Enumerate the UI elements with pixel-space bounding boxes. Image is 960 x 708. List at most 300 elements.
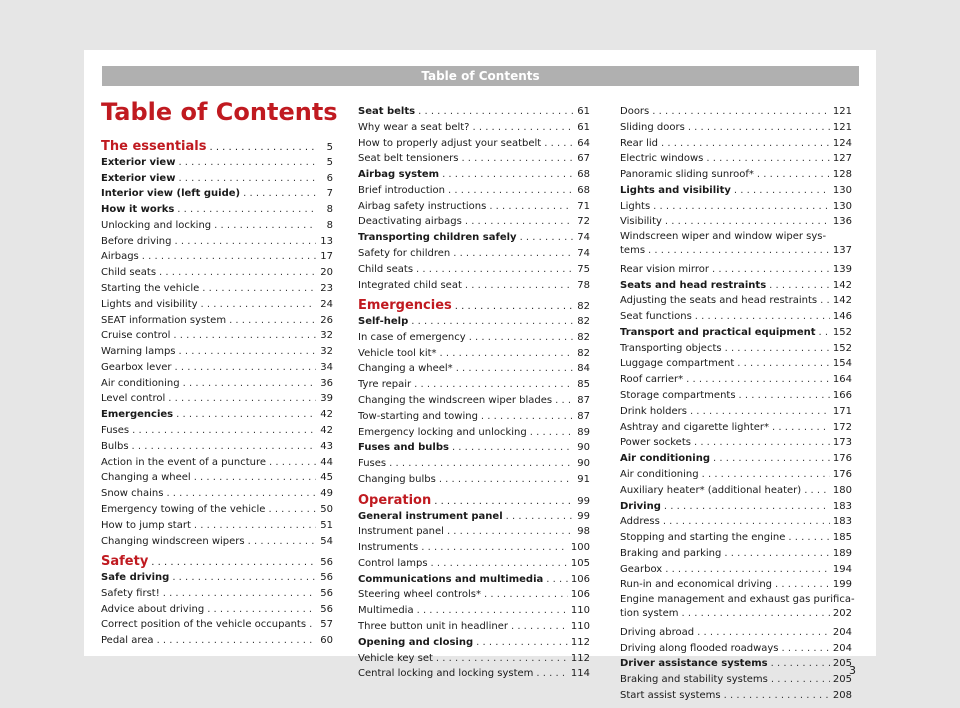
toc-entry-page: 208 [832, 689, 852, 701]
toc-entry-safety-first[interactable] [101, 586, 333, 602]
toc-entry-page: 171 [832, 405, 852, 417]
toc-entry-fuses-and-bulbs[interactable] [358, 440, 590, 456]
toc-entry-page: 121 [832, 121, 852, 133]
toc-entry-page: 71 [577, 200, 590, 212]
toc-entry-page: 45 [320, 472, 333, 484]
toc-entry-label: Fuses [358, 458, 387, 470]
toc-entry-page: 100 [570, 542, 590, 554]
toc-entry-sliding-doors[interactable] [620, 120, 852, 136]
dot-leader [411, 314, 573, 330]
toc-entry-page: 82 [577, 331, 590, 343]
toc-entry-label: Start assist systems [620, 689, 721, 701]
toc-entry-label: Driving abroad [620, 626, 695, 638]
toc-entry-bulbs[interactable] [101, 439, 333, 455]
toc-entry-tow-starting-and-towing[interactable] [358, 409, 590, 425]
toc-entry-label: Visibility [620, 216, 662, 228]
dot-leader [442, 167, 573, 183]
toc-entry-label: Transporting objects [620, 342, 722, 354]
toc-entry-page: 75 [577, 263, 590, 275]
toc-entry-page: 60 [320, 635, 333, 647]
dot-leader [682, 607, 830, 621]
dot-leader [506, 509, 573, 525]
toc-entry-vehicle-tool-kit[interactable] [358, 346, 590, 362]
toc-entry-page: 8 [326, 219, 333, 231]
toc-entry-label: Electric windows [620, 153, 704, 165]
toc-entry-label: Unlocking and locking [101, 219, 212, 231]
toc-entry-page: 142 [832, 295, 852, 307]
toc-entry-air-conditioning[interactable] [620, 467, 852, 483]
toc-entry-page: 5 [326, 142, 333, 153]
dot-leader [229, 313, 316, 329]
toc-entry-pedal-area[interactable] [101, 633, 333, 649]
toc-entry-label: Fuses [101, 425, 130, 437]
toc-entry-label: Braking and stability systems [620, 674, 768, 686]
dot-leader [179, 344, 317, 360]
toc-entry-steering-wheel-controls[interactable] [358, 587, 590, 603]
toc-entry-page: 130 [832, 184, 852, 196]
toc-entry-page: 49 [320, 488, 333, 500]
toc-entry-lights[interactable] [620, 199, 852, 215]
dot-leader [157, 633, 316, 649]
toc-entry-label: How it works [101, 204, 175, 216]
toc-entry-page: 56 [320, 603, 333, 615]
toc-entry-cruise-control[interactable] [101, 328, 333, 344]
toc-entry-page: 78 [577, 279, 590, 291]
toc-entry-safety-for-children[interactable] [358, 246, 590, 262]
toc-entry-drink-holders[interactable] [620, 404, 852, 420]
dot-leader [194, 470, 316, 486]
toc-entry-changing-a-wheel[interactable] [358, 361, 590, 377]
toc-entry-label: Panoramic sliding sunroof* [620, 169, 754, 181]
toc-entry-label: Safety first! [101, 587, 160, 599]
toc-entry-label: Communications and multimedia [358, 573, 544, 585]
toc-entry-page: 205 [832, 674, 852, 686]
toc-entry-page: 42 [320, 409, 333, 421]
toc-entry-page: 130 [832, 200, 852, 212]
toc-entry-label: Engine management and exhaust gas purifica- [620, 594, 855, 606]
toc-entry-page: 51 [320, 519, 333, 531]
toc-entry-safe-driving[interactable] [101, 570, 333, 586]
toc-entry-level-control[interactable] [101, 391, 333, 407]
toc-entry-label: Tow-starting and towing [358, 410, 478, 422]
toc-entry-page: 173 [832, 437, 852, 449]
toc-entry-engine-management-and-exhaust-gas-purifica[interactable] [620, 593, 855, 621]
toc-entry-page: 127 [832, 153, 852, 165]
toc-entry-page: 39 [320, 393, 333, 405]
toc-entry-changing-bulbs[interactable] [358, 472, 590, 488]
toc-entry-in-case-of-emergency[interactable] [358, 330, 590, 346]
toc-entry-label: Operation [358, 492, 432, 508]
toc-entry-child-seats[interactable] [101, 265, 333, 281]
toc-entry-label: Child seats [101, 267, 157, 279]
toc-entry-fuses[interactable] [101, 423, 333, 439]
toc-entry-page: 128 [832, 169, 852, 181]
dot-leader [665, 562, 830, 578]
toc-entry-label: Cruise control [101, 330, 171, 342]
toc-entry-page: 43 [320, 440, 333, 452]
dot-leader [530, 425, 573, 441]
toc-entry-page: 152 [832, 342, 852, 354]
toc-entry-storage-compartments[interactable] [620, 388, 852, 404]
toc-entry-emergency-locking-and-unlocking[interactable] [358, 425, 590, 441]
toc-entry-label: Drink holders [620, 405, 687, 417]
dot-leader [665, 214, 830, 230]
toc-entry-label: Roof carrier* [620, 374, 684, 386]
toc-entry-air-conditioning[interactable] [620, 451, 852, 467]
toc-entry-label: Vehicle key set [358, 652, 433, 664]
dot-leader [481, 409, 573, 425]
toc-entry-label: Child seats [358, 263, 414, 275]
toc-entry-deactivating-airbags[interactable] [358, 214, 590, 230]
toc-entry-before-driving[interactable] [101, 234, 333, 250]
dot-leader [772, 420, 830, 436]
page-number: 3 [849, 664, 856, 677]
dot-leader [465, 278, 573, 294]
toc-entry-changing-a-wheel[interactable] [101, 470, 333, 486]
toc-entry-label: Emergencies [358, 298, 452, 314]
toc-entry-windscreen-wiper-and-window-wiper-sys[interactable] [620, 230, 852, 258]
dot-leader [214, 218, 316, 234]
toc-entry-label: Run-in and economical driving [620, 579, 773, 591]
toc-entry-advice-about-driving[interactable] [101, 602, 333, 618]
toc-entry-label: Control lamps [358, 557, 428, 569]
toc-entry-label: Multimedia [358, 605, 414, 617]
toc-entry-page: 164 [832, 374, 852, 386]
toc-entry-multimedia[interactable] [358, 603, 590, 619]
toc-entry-how-to-properly-adjust-your-seatbelt[interactable] [358, 136, 590, 152]
toc-entry-lights-and-visibility[interactable] [620, 183, 852, 199]
dot-leader [690, 404, 830, 420]
toc-entry-label: Lights and visibility [101, 298, 198, 310]
toc-entry-label: Emergency locking and unlocking [358, 426, 527, 438]
dot-leader [769, 278, 830, 294]
toc-entry-rear-lid[interactable] [620, 136, 852, 152]
toc-entry-emergencies[interactable] [101, 407, 333, 423]
toc-entry-label: Seat functions [620, 311, 692, 323]
toc-entry-label: Address [620, 516, 660, 528]
dot-leader [775, 577, 830, 593]
toc-entry-exterior-view[interactable] [101, 171, 333, 187]
toc-entry-airbag-safety-instructions[interactable] [358, 199, 590, 215]
toc-entry-page: 105 [570, 557, 590, 569]
toc-entry-label: Airbag system [358, 169, 440, 181]
toc-entry-control-lamps[interactable] [358, 556, 590, 572]
toc-entry-visibility[interactable] [620, 214, 852, 230]
dot-leader [771, 672, 830, 688]
toc-entry-label: General instrument panel [358, 510, 503, 522]
toc-entry-airbags[interactable] [101, 249, 333, 265]
dot-leader [544, 136, 573, 152]
toc-entry-page: 13 [320, 235, 333, 247]
dot-leader [207, 602, 316, 618]
toc-entry-child-seats[interactable] [358, 262, 590, 278]
dot-leader [737, 356, 830, 372]
toc-entry-page: 61 [577, 106, 590, 117]
toc-entry-three-button-unit-in-headliner[interactable] [358, 619, 590, 635]
dot-leader [697, 625, 830, 641]
toc-entry-integrated-child-seat[interactable] [358, 278, 590, 294]
toc-entry-page: 84 [577, 363, 590, 375]
toc-entry-changing-the-windscreen-wiper-blades[interactable] [358, 393, 590, 409]
toc-entry-transporting-objects[interactable] [620, 341, 852, 357]
toc-entry-warning-lamps[interactable] [101, 344, 333, 360]
toc-entry-braking-and-parking[interactable] [620, 546, 852, 562]
toc-entry-page: 24 [320, 298, 333, 310]
toc-entry-page: 87 [577, 395, 590, 407]
toc-entry-stopping-and-starting-the-engine[interactable] [620, 530, 852, 546]
dot-leader [724, 688, 830, 704]
toc-entry-driving[interactable] [620, 499, 852, 515]
toc-entry-fuses[interactable] [358, 456, 590, 472]
dot-leader [757, 167, 830, 183]
toc-entry-instruments[interactable] [358, 540, 590, 556]
dot-leader [484, 587, 568, 603]
toc-entry-page: 74 [577, 232, 590, 244]
dot-leader [142, 249, 316, 265]
toc-entry-page: 154 [832, 358, 852, 370]
toc-entry-adjusting-the-seats-and-head-restraints[interactable] [620, 293, 852, 309]
toc-entry-label: Power sockets [620, 437, 691, 449]
toc-entry-page: 44 [320, 456, 333, 468]
toc-entry-seat-functions[interactable] [620, 309, 852, 325]
toc-entry-page: 74 [577, 248, 590, 260]
dot-leader [178, 155, 316, 171]
toc-entry-starting-the-vehicle[interactable] [101, 281, 333, 297]
dot-leader [713, 451, 830, 467]
toc-entry-page: 112 [570, 636, 590, 648]
toc-entry-page: 56 [320, 557, 333, 569]
toc-entry-page: 194 [832, 563, 852, 575]
toc-entry-panoramic-sliding-sunroof[interactable] [620, 167, 852, 183]
toc-entry-label: Lights and visibility [620, 184, 731, 196]
toc-entry-label: Windscreen wiper and window wiper sys- [620, 231, 827, 243]
toc-entry-exterior-view[interactable] [101, 155, 333, 171]
toc-entry-label: Rear lid [620, 137, 658, 149]
dot-leader [456, 361, 573, 377]
toc-entry-label: Driving [620, 500, 661, 512]
toc-entry-changing-windscreen-wipers[interactable] [101, 534, 333, 550]
toc-entry-how-to-jump-start[interactable] [101, 518, 333, 534]
dot-leader [739, 388, 830, 404]
page-title: Table of Contents [101, 98, 338, 126]
toc-entry-label: The essentials [101, 139, 207, 154]
toc-entry-page: 189 [832, 547, 852, 559]
toc-entry-general-instrument-panel[interactable] [358, 509, 590, 525]
toc-entry-seats-and-head-restraints[interactable] [620, 278, 852, 294]
toc-entry-page: 202 [832, 608, 852, 620]
toc-entry-unlocking-and-locking[interactable] [101, 218, 333, 234]
dot-leader [686, 372, 830, 388]
toc-entry-label: Driver assistance systems [620, 658, 768, 670]
toc-entry-central-locking-and-locking-system[interactable] [358, 666, 590, 682]
toc-entry-page: 32 [320, 330, 333, 342]
dot-leader [664, 499, 830, 515]
dot-leader [819, 325, 830, 341]
dot-leader [414, 377, 573, 393]
toc-entry-label: Changing the windscreen wiper blades [358, 395, 553, 407]
toc-entry-label: Adjusting the seats and head restraints [620, 295, 818, 307]
toc-entry-page: 7 [326, 188, 333, 200]
toc-entry-page: 106 [570, 573, 590, 585]
dot-leader [511, 619, 568, 635]
toc-entry-doors[interactable] [620, 104, 852, 120]
toc-entry-transport-and-practical-equipment[interactable] [620, 325, 852, 341]
toc-entry-label: Gearbox lever [101, 361, 172, 373]
dot-leader [436, 651, 568, 667]
toc-entry-label: Changing a wheel [101, 472, 191, 484]
toc-entry-driving-along-flooded-roadways[interactable] [620, 641, 852, 657]
dot-leader [175, 360, 316, 376]
toc-entry-page: 199 [832, 579, 852, 591]
toc-entry-label: Emergency towing of the vehicle [101, 503, 266, 515]
toc-entry-page: 87 [577, 410, 590, 422]
toc-entry-label: Luggage compartment [620, 358, 735, 370]
toc-entry-page: 139 [832, 263, 852, 275]
toc-entry-page: 121 [832, 106, 852, 117]
toc-entry-seat-belts[interactable] [358, 104, 590, 120]
toc-entry-label: Braking and parking [620, 547, 722, 559]
toc-entry-label: Air conditioning [620, 453, 710, 465]
toc-entry-luggage-compartment[interactable] [620, 356, 852, 372]
toc-entry-page: 106 [570, 589, 590, 601]
toc-entry-action-in-the-event-of-a-puncture[interactable] [101, 455, 333, 471]
toc-entry-snow-chains[interactable] [101, 486, 333, 502]
dot-leader [183, 376, 316, 392]
toc-entry-start-assist-systems[interactable] [620, 688, 852, 704]
toc-entry-label: Warning lamps [101, 346, 176, 358]
dot-leader [465, 214, 573, 230]
toc-entry-page: 136 [832, 216, 852, 228]
toc-entry-address[interactable] [620, 514, 852, 530]
dot-leader [243, 186, 316, 202]
dot-leader [652, 104, 830, 120]
toc-entry-run-in-and-economical-driving[interactable] [620, 577, 852, 593]
toc-entry-label: Correct position of the vehicle occupants [101, 619, 307, 631]
toc-entry-label: Before driving [101, 235, 172, 247]
toc-entry-page: 34 [320, 361, 333, 373]
toc-entry-page: 204 [832, 642, 852, 654]
dot-leader [172, 570, 316, 586]
toc-entry-page: 146 [832, 311, 852, 323]
toc-entry-gearbox[interactable] [620, 562, 852, 578]
toc-entry-label: Ashtray and cigarette lighter* [620, 421, 770, 433]
toc-entry-label: Three button unit in headliner [358, 620, 508, 632]
toc-entry-label: Tyre repair [358, 379, 412, 391]
toc-entry-lights-and-visibility[interactable] [101, 297, 333, 313]
toc-entry-self-help[interactable] [358, 314, 590, 330]
toc-entry-ashtray-and-cigarette-lighter[interactable] [620, 420, 852, 436]
toc-entry-opening-and-closing[interactable] [358, 635, 590, 651]
toc-entry-label: Snow chains [101, 488, 164, 500]
toc-entry-communications-and-multimedia[interactable] [358, 572, 590, 588]
toc-entry-page: 68 [577, 169, 590, 181]
toc-entry-page: 110 [570, 605, 590, 617]
toc-entry-seat-information-system[interactable] [101, 313, 333, 329]
toc-entry-page: 82 [577, 316, 590, 328]
dot-leader [173, 328, 316, 344]
dot-leader [421, 540, 568, 556]
toc-entry-label: Auxiliary heater* (additional heater) [620, 484, 802, 496]
toc-entry-page: 176 [832, 468, 852, 480]
toc-entry-gearbox-lever[interactable] [101, 360, 333, 376]
toc-entry-driving-abroad[interactable] [620, 625, 852, 641]
toc-entry-page: 180 [832, 484, 852, 496]
toc-entry-brief-introduction[interactable] [358, 183, 590, 199]
dot-leader [448, 183, 573, 199]
toc-entry-auxiliary-heater-additional-heater[interactable] [620, 483, 852, 499]
dot-leader [694, 435, 830, 451]
toc-entry-page: 110 [570, 620, 590, 632]
dot-leader [389, 456, 573, 472]
toc-entry-transporting-children-safely[interactable] [358, 230, 590, 246]
toc-entry-label: Instruments [358, 542, 419, 554]
toc-entry-page: 56 [320, 572, 333, 584]
toc-entry-page: 183 [832, 516, 852, 528]
dot-leader [461, 151, 573, 167]
dot-leader [168, 391, 316, 407]
toc-entry-page: 176 [832, 453, 852, 465]
toc-entry-label: Gearbox [620, 563, 663, 575]
dot-leader [166, 486, 316, 502]
toc-entry-roof-carrier[interactable] [620, 372, 852, 388]
toc-entry-page: 67 [577, 153, 590, 165]
toc-entry-page: 85 [577, 379, 590, 391]
toc-entry-label: Lights [620, 200, 651, 212]
toc-entry-emergency-towing-of-the-vehicle[interactable] [101, 502, 333, 518]
toc-entry-rear-vision-mirror[interactable] [620, 262, 852, 278]
dot-leader [725, 341, 830, 357]
toc-entry-seat-belt-tensioners[interactable] [358, 151, 590, 167]
toc-entry-vehicle-key-set[interactable] [358, 651, 590, 667]
toc-entry-how-it-works[interactable] [101, 202, 333, 218]
toc-entry-power-sockets[interactable] [620, 435, 852, 451]
toc-entry-label: Airbags [101, 251, 139, 263]
toc-entry-driver-assistance-systems[interactable] [620, 656, 852, 672]
dot-leader [663, 514, 830, 530]
toc-entry-label: Pedal area [101, 635, 154, 647]
toc-entry-braking-and-stability-systems[interactable] [620, 672, 852, 688]
toc-entry-interior-view-left-guide[interactable] [101, 186, 333, 202]
toc-entry-page: 91 [577, 473, 590, 485]
toc-entry-correct-position-of-the-vehicle-occupants[interactable] [101, 617, 333, 633]
dot-leader [163, 586, 316, 602]
toc-entry-label: SEAT information system [101, 314, 227, 326]
dot-leader [695, 309, 830, 325]
toc-entry-tyre-repair[interactable] [358, 377, 590, 393]
toc-entry-label: Doors [620, 106, 650, 117]
dot-leader [201, 297, 316, 313]
toc-entry-instrument-panel[interactable] [358, 524, 590, 540]
toc-entry-label: Driving along flooded roadways [620, 642, 779, 654]
toc-entry-label: Seat belt tensioners [358, 153, 459, 165]
toc-entry-air-conditioning[interactable] [101, 376, 333, 392]
toc-entry-label: Exterior view [101, 172, 176, 184]
dot-leader [447, 524, 573, 540]
toc-entry-label: Starting the vehicle [101, 283, 200, 295]
toc-entry-label: Action in the event of a puncture [101, 456, 266, 468]
toc-entry-label: Changing windscreen wipers [101, 535, 245, 547]
toc-entry-label: Advice about driving [101, 603, 205, 615]
toc-entry-page: 152 [832, 326, 852, 338]
toc-entry-electric-windows[interactable] [620, 151, 852, 167]
toc-entry-label: Deactivating airbags [358, 216, 462, 228]
dot-leader [712, 262, 830, 278]
toc-entry-why-wear-a-seat-belt[interactable] [358, 120, 590, 136]
toc-entry-label: Integrated child seat [358, 279, 462, 291]
dot-leader [132, 423, 316, 439]
toc-entry-airbag-system[interactable] [358, 167, 590, 183]
toc-entry-label: Rear vision mirror [620, 263, 709, 275]
